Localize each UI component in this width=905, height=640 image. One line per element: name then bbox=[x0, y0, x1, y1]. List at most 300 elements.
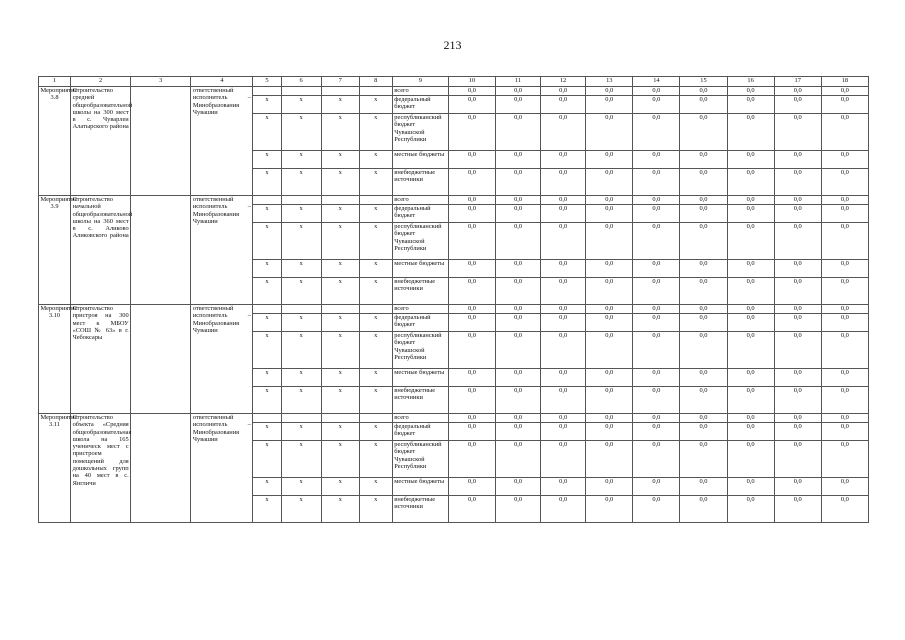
amount-cell: 0,0 bbox=[727, 332, 774, 369]
amount-cell: 0,0 bbox=[633, 369, 680, 387]
amount-cell: 0,0 bbox=[633, 423, 680, 441]
amount-cell: 0,0 bbox=[821, 496, 868, 523]
amount-cell: 0,0 bbox=[633, 169, 680, 196]
funding-source: всего bbox=[392, 305, 448, 314]
amount-cell: 0,0 bbox=[821, 169, 868, 196]
code-cell: х bbox=[281, 205, 321, 223]
code-cell: х bbox=[321, 478, 359, 496]
code-cell: х bbox=[281, 169, 321, 196]
column-number-header: 13 bbox=[586, 77, 633, 87]
code-cell: х bbox=[359, 260, 392, 278]
amount-cell: 0,0 bbox=[774, 151, 821, 169]
amount-cell: 0,0 bbox=[496, 387, 541, 414]
amount-cell: 0,0 bbox=[496, 151, 541, 169]
measure-name: Строительство начальной общеобразовательной школы на 360 мест в с. Аликово Аликовского района bbox=[71, 196, 131, 305]
amount-cell: 0,0 bbox=[774, 423, 821, 441]
code-cell: х bbox=[321, 332, 359, 369]
amount-cell: 0,0 bbox=[680, 169, 727, 196]
table-body bbox=[39, 77, 869, 523]
code-cell: х bbox=[253, 478, 281, 496]
funding-source: республиканский бюджет Чувашской Республики bbox=[392, 332, 448, 369]
amount-cell: 0,0 bbox=[821, 387, 868, 414]
amount-cell: 0,0 bbox=[821, 423, 868, 441]
amount-cell: 0,0 bbox=[496, 223, 541, 260]
amount-cell: 0,0 bbox=[541, 387, 586, 414]
measure-code: Мероприятие 3.9 bbox=[39, 196, 71, 305]
amount-cell: 0,0 bbox=[680, 441, 727, 478]
amount-cell: 0,0 bbox=[541, 441, 586, 478]
code-cell: х bbox=[321, 260, 359, 278]
amount-cell: 0,0 bbox=[586, 414, 633, 423]
amount-cell: 0,0 bbox=[680, 496, 727, 523]
amount-cell: 0,0 bbox=[448, 196, 495, 205]
page-number: 213 bbox=[443, 38, 462, 52]
amount-cell: 0,0 bbox=[774, 314, 821, 332]
code-cell: х bbox=[253, 423, 281, 441]
amount-cell: 0,0 bbox=[586, 423, 633, 441]
amount-cell: 0,0 bbox=[541, 87, 586, 96]
code-cell bbox=[359, 196, 392, 205]
amount-cell: 0,0 bbox=[680, 196, 727, 205]
amount-cell: 0,0 bbox=[496, 260, 541, 278]
measure-executor: ответственный исполнитель – Минобразования Чувашии bbox=[191, 305, 253, 414]
code-cell: х bbox=[281, 96, 321, 114]
participant-cell bbox=[131, 87, 191, 196]
amount-cell: 0,0 bbox=[680, 278, 727, 305]
amount-cell: 0,0 bbox=[821, 151, 868, 169]
column-number-header: 14 bbox=[633, 77, 680, 87]
code-cell: х bbox=[321, 441, 359, 478]
amount-cell: 0,0 bbox=[727, 496, 774, 523]
amount-cell: 0,0 bbox=[680, 205, 727, 223]
code-cell: х bbox=[321, 96, 359, 114]
amount-cell: 0,0 bbox=[727, 196, 774, 205]
column-number-header: 16 bbox=[727, 77, 774, 87]
amount-cell: 0,0 bbox=[448, 278, 495, 305]
amount-cell: 0,0 bbox=[496, 205, 541, 223]
code-cell: х bbox=[321, 423, 359, 441]
amount-cell: 0,0 bbox=[586, 260, 633, 278]
funding-source: республиканский бюджет Чувашской Республики bbox=[392, 223, 448, 260]
amount-cell: 0,0 bbox=[586, 151, 633, 169]
amount-cell: 0,0 bbox=[496, 314, 541, 332]
code-cell: х bbox=[253, 260, 281, 278]
funding-source: республиканский бюджет Чувашской Республики bbox=[392, 441, 448, 478]
amount-cell: 0,0 bbox=[680, 423, 727, 441]
amount-cell: 0,0 bbox=[727, 314, 774, 332]
amount-cell: 0,0 bbox=[448, 387, 495, 414]
amount-cell: 0,0 bbox=[727, 414, 774, 423]
code-cell: х bbox=[359, 496, 392, 523]
amount-cell: 0,0 bbox=[680, 414, 727, 423]
amount-cell: 0,0 bbox=[680, 314, 727, 332]
column-number-header: 10 bbox=[448, 77, 495, 87]
amount-cell: 0,0 bbox=[821, 314, 868, 332]
code-cell: х bbox=[359, 151, 392, 169]
code-cell: х bbox=[281, 332, 321, 369]
amount-cell: 0,0 bbox=[496, 196, 541, 205]
amount-cell: 0,0 bbox=[727, 223, 774, 260]
amount-cell: 0,0 bbox=[727, 114, 774, 151]
code-cell: х bbox=[253, 114, 281, 151]
amount-cell: 0,0 bbox=[821, 96, 868, 114]
code-cell bbox=[321, 414, 359, 423]
column-number-header: 17 bbox=[774, 77, 821, 87]
amount-cell: 0,0 bbox=[586, 305, 633, 314]
amount-cell: 0,0 bbox=[541, 305, 586, 314]
amount-cell: 0,0 bbox=[633, 205, 680, 223]
amount-cell: 0,0 bbox=[680, 223, 727, 260]
amount-cell: 0,0 bbox=[774, 496, 821, 523]
table-row bbox=[39, 414, 869, 423]
amount-cell: 0,0 bbox=[448, 305, 495, 314]
column-number-header: 18 bbox=[821, 77, 868, 87]
amount-cell: 0,0 bbox=[586, 441, 633, 478]
budget-table bbox=[38, 76, 869, 523]
amount-cell: 0,0 bbox=[541, 205, 586, 223]
amount-cell: 0,0 bbox=[774, 332, 821, 369]
amount-cell: 0,0 bbox=[774, 278, 821, 305]
amount-cell: 0,0 bbox=[727, 205, 774, 223]
code-cell bbox=[321, 305, 359, 314]
funding-source: федеральный бюджет bbox=[392, 314, 448, 332]
column-number-header: 11 bbox=[496, 77, 541, 87]
funding-source: всего bbox=[392, 414, 448, 423]
amount-cell: 0,0 bbox=[586, 205, 633, 223]
measure-executor: ответственный исполнитель – Минобразования Чувашии bbox=[191, 87, 253, 196]
column-number-header: 2 bbox=[71, 77, 131, 87]
amount-cell: 0,0 bbox=[633, 496, 680, 523]
amount-cell: 0,0 bbox=[633, 478, 680, 496]
amount-cell: 0,0 bbox=[727, 441, 774, 478]
code-cell: х bbox=[253, 151, 281, 169]
amount-cell: 0,0 bbox=[727, 260, 774, 278]
code-cell: х bbox=[281, 478, 321, 496]
amount-cell: 0,0 bbox=[496, 496, 541, 523]
code-cell: х bbox=[359, 96, 392, 114]
code-cell bbox=[281, 305, 321, 314]
code-cell: х bbox=[321, 223, 359, 260]
amount-cell: 0,0 bbox=[541, 478, 586, 496]
amount-cell: 0,0 bbox=[541, 332, 586, 369]
code-cell: х bbox=[253, 332, 281, 369]
amount-cell: 0,0 bbox=[586, 96, 633, 114]
measure-code: Мероприятие 3.10 bbox=[39, 305, 71, 414]
amount-cell: 0,0 bbox=[633, 223, 680, 260]
participant-cell bbox=[131, 196, 191, 305]
amount-cell: 0,0 bbox=[774, 478, 821, 496]
amount-cell: 0,0 bbox=[586, 369, 633, 387]
amount-cell: 0,0 bbox=[448, 151, 495, 169]
amount-cell: 0,0 bbox=[727, 387, 774, 414]
amount-cell: 0,0 bbox=[541, 151, 586, 169]
amount-cell: 0,0 bbox=[727, 278, 774, 305]
code-cell: х bbox=[253, 496, 281, 523]
funding-source: внебюджетные источники bbox=[392, 387, 448, 414]
amount-cell: 0,0 bbox=[821, 87, 868, 96]
amount-cell: 0,0 bbox=[774, 169, 821, 196]
amount-cell: 0,0 bbox=[496, 114, 541, 151]
code-cell: х bbox=[253, 441, 281, 478]
amount-cell: 0,0 bbox=[586, 169, 633, 196]
code-cell: х bbox=[281, 151, 321, 169]
amount-cell: 0,0 bbox=[774, 196, 821, 205]
funding-source: федеральный бюджет bbox=[392, 423, 448, 441]
amount-cell: 0,0 bbox=[448, 369, 495, 387]
code-cell: х bbox=[321, 314, 359, 332]
amount-cell: 0,0 bbox=[633, 387, 680, 414]
amount-cell: 0,0 bbox=[821, 441, 868, 478]
funding-source: местные бюджеты bbox=[392, 478, 448, 496]
amount-cell: 0,0 bbox=[633, 332, 680, 369]
amount-cell: 0,0 bbox=[633, 278, 680, 305]
code-cell: х bbox=[281, 314, 321, 332]
amount-cell: 0,0 bbox=[448, 114, 495, 151]
code-cell: х bbox=[321, 151, 359, 169]
amount-cell: 0,0 bbox=[821, 414, 868, 423]
amount-cell: 0,0 bbox=[448, 169, 495, 196]
code-cell bbox=[359, 305, 392, 314]
amount-cell: 0,0 bbox=[496, 414, 541, 423]
code-cell: х bbox=[359, 387, 392, 414]
amount-cell: 0,0 bbox=[541, 169, 586, 196]
column-number-header: 4 bbox=[191, 77, 253, 87]
amount-cell: 0,0 bbox=[496, 332, 541, 369]
amount-cell: 0,0 bbox=[586, 478, 633, 496]
table-row bbox=[39, 305, 869, 314]
amount-cell: 0,0 bbox=[727, 87, 774, 96]
code-cell: х bbox=[281, 496, 321, 523]
amount-cell: 0,0 bbox=[586, 332, 633, 369]
funding-source: федеральный бюджет bbox=[392, 96, 448, 114]
amount-cell: 0,0 bbox=[821, 205, 868, 223]
amount-cell: 0,0 bbox=[727, 169, 774, 196]
amount-cell: 0,0 bbox=[774, 387, 821, 414]
funding-source: внебюджетные источники bbox=[392, 169, 448, 196]
amount-cell: 0,0 bbox=[774, 305, 821, 314]
amount-cell: 0,0 bbox=[727, 305, 774, 314]
funding-source: федеральный бюджет bbox=[392, 205, 448, 223]
code-cell: х bbox=[253, 205, 281, 223]
amount-cell: 0,0 bbox=[727, 478, 774, 496]
code-cell: х bbox=[359, 369, 392, 387]
amount-cell: 0,0 bbox=[821, 223, 868, 260]
code-cell bbox=[281, 87, 321, 96]
measure-executor: ответственный исполнитель – Минобразования Чувашии bbox=[191, 196, 253, 305]
code-cell: х bbox=[359, 223, 392, 260]
amount-cell: 0,0 bbox=[633, 305, 680, 314]
amount-cell: 0,0 bbox=[448, 260, 495, 278]
amount-cell: 0,0 bbox=[821, 478, 868, 496]
funding-source: внебюджетные источники bbox=[392, 278, 448, 305]
amount-cell: 0,0 bbox=[448, 441, 495, 478]
funding-source: местные бюджеты bbox=[392, 260, 448, 278]
code-cell bbox=[321, 87, 359, 96]
amount-cell: 0,0 bbox=[496, 369, 541, 387]
amount-cell: 0,0 bbox=[586, 87, 633, 96]
code-cell: х bbox=[281, 423, 321, 441]
amount-cell: 0,0 bbox=[448, 314, 495, 332]
amount-cell: 0,0 bbox=[727, 423, 774, 441]
amount-cell: 0,0 bbox=[448, 478, 495, 496]
code-cell: х bbox=[281, 260, 321, 278]
amount-cell: 0,0 bbox=[774, 223, 821, 260]
amount-cell: 0,0 bbox=[821, 260, 868, 278]
code-cell bbox=[359, 414, 392, 423]
funding-source: всего bbox=[392, 196, 448, 205]
code-cell: х bbox=[359, 114, 392, 151]
amount-cell: 0,0 bbox=[448, 87, 495, 96]
column-number-row bbox=[39, 77, 869, 87]
amount-cell: 0,0 bbox=[541, 314, 586, 332]
code-cell: х bbox=[321, 114, 359, 151]
code-cell: х bbox=[359, 332, 392, 369]
amount-cell: 0,0 bbox=[680, 478, 727, 496]
amount-cell: 0,0 bbox=[633, 87, 680, 96]
code-cell: х bbox=[281, 369, 321, 387]
funding-source: внебюджетные источники bbox=[392, 496, 448, 523]
amount-cell: 0,0 bbox=[496, 278, 541, 305]
amount-cell: 0,0 bbox=[680, 151, 727, 169]
amount-cell: 0,0 bbox=[541, 496, 586, 523]
code-cell bbox=[253, 196, 281, 205]
amount-cell: 0,0 bbox=[821, 305, 868, 314]
amount-cell: 0,0 bbox=[727, 151, 774, 169]
amount-cell: 0,0 bbox=[680, 387, 727, 414]
code-cell bbox=[359, 87, 392, 96]
amount-cell: 0,0 bbox=[586, 387, 633, 414]
code-cell: х bbox=[321, 278, 359, 305]
column-number-header: 8 bbox=[359, 77, 392, 87]
column-number-header: 3 bbox=[131, 77, 191, 87]
measure-code: Мероприятие 3.8 bbox=[39, 87, 71, 196]
amount-cell: 0,0 bbox=[633, 114, 680, 151]
column-number-header: 9 bbox=[392, 77, 448, 87]
amount-cell: 0,0 bbox=[586, 496, 633, 523]
code-cell: х bbox=[281, 114, 321, 151]
amount-cell: 0,0 bbox=[821, 196, 868, 205]
column-number-header: 5 bbox=[253, 77, 281, 87]
code-cell: х bbox=[321, 369, 359, 387]
amount-cell: 0,0 bbox=[448, 423, 495, 441]
amount-cell: 0,0 bbox=[727, 369, 774, 387]
code-cell: х bbox=[281, 441, 321, 478]
measure-name: Строительство средней общеобразовательной школы на 300 мест в с. Чуварлеи Алатырского района bbox=[71, 87, 131, 196]
amount-cell: 0,0 bbox=[821, 332, 868, 369]
code-cell: х bbox=[253, 223, 281, 260]
code-cell bbox=[321, 196, 359, 205]
amount-cell: 0,0 bbox=[496, 169, 541, 196]
amount-cell: 0,0 bbox=[633, 151, 680, 169]
amount-cell: 0,0 bbox=[680, 332, 727, 369]
amount-cell: 0,0 bbox=[727, 96, 774, 114]
code-cell: х bbox=[359, 478, 392, 496]
amount-cell: 0,0 bbox=[541, 414, 586, 423]
measure-executor: ответственный исполнитель – Минобразования Чувашии bbox=[191, 414, 253, 523]
code-cell: х bbox=[253, 314, 281, 332]
column-number-header: 1 bbox=[39, 77, 71, 87]
amount-cell: 0,0 bbox=[448, 96, 495, 114]
amount-cell: 0,0 bbox=[448, 414, 495, 423]
funding-source: местные бюджеты bbox=[392, 369, 448, 387]
amount-cell: 0,0 bbox=[821, 369, 868, 387]
code-cell: х bbox=[321, 496, 359, 523]
code-cell: х bbox=[281, 387, 321, 414]
participant-cell bbox=[131, 414, 191, 523]
amount-cell: 0,0 bbox=[448, 223, 495, 260]
amount-cell: 0,0 bbox=[774, 260, 821, 278]
code-cell bbox=[253, 305, 281, 314]
amount-cell: 0,0 bbox=[448, 496, 495, 523]
amount-cell: 0,0 bbox=[774, 441, 821, 478]
amount-cell: 0,0 bbox=[774, 87, 821, 96]
code-cell: х bbox=[321, 387, 359, 414]
code-cell: х bbox=[253, 169, 281, 196]
amount-cell: 0,0 bbox=[541, 114, 586, 151]
amount-cell: 0,0 bbox=[633, 441, 680, 478]
amount-cell: 0,0 bbox=[774, 205, 821, 223]
code-cell bbox=[253, 414, 281, 423]
code-cell: х bbox=[281, 278, 321, 305]
amount-cell: 0,0 bbox=[680, 96, 727, 114]
amount-cell: 0,0 bbox=[774, 414, 821, 423]
amount-cell: 0,0 bbox=[633, 96, 680, 114]
code-cell: х bbox=[359, 278, 392, 305]
amount-cell: 0,0 bbox=[586, 114, 633, 151]
amount-cell: 0,0 bbox=[680, 260, 727, 278]
amount-cell: 0,0 bbox=[774, 369, 821, 387]
amount-cell: 0,0 bbox=[541, 423, 586, 441]
amount-cell: 0,0 bbox=[448, 205, 495, 223]
amount-cell: 0,0 bbox=[586, 314, 633, 332]
amount-cell: 0,0 bbox=[448, 332, 495, 369]
amount-cell: 0,0 bbox=[496, 423, 541, 441]
amount-cell: 0,0 bbox=[541, 196, 586, 205]
amount-cell: 0,0 bbox=[496, 478, 541, 496]
column-number-header: 7 bbox=[321, 77, 359, 87]
participant-cell bbox=[131, 305, 191, 414]
amount-cell: 0,0 bbox=[633, 196, 680, 205]
amount-cell: 0,0 bbox=[496, 441, 541, 478]
column-number-header: 6 bbox=[281, 77, 321, 87]
amount-cell: 0,0 bbox=[680, 305, 727, 314]
measure-code: Мероприятие 3.11 bbox=[39, 414, 71, 523]
amount-cell: 0,0 bbox=[496, 305, 541, 314]
funding-source: местные бюджеты bbox=[392, 151, 448, 169]
amount-cell: 0,0 bbox=[586, 223, 633, 260]
amount-cell: 0,0 bbox=[541, 223, 586, 260]
amount-cell: 0,0 bbox=[541, 278, 586, 305]
code-cell bbox=[281, 414, 321, 423]
code-cell bbox=[253, 87, 281, 96]
code-cell: х bbox=[359, 441, 392, 478]
code-cell: х bbox=[321, 169, 359, 196]
amount-cell: 0,0 bbox=[586, 278, 633, 305]
amount-cell: 0,0 bbox=[586, 196, 633, 205]
amount-cell: 0,0 bbox=[680, 87, 727, 96]
code-cell: х bbox=[253, 96, 281, 114]
code-cell: х bbox=[253, 387, 281, 414]
amount-cell: 0,0 bbox=[774, 114, 821, 151]
funding-source: всего bbox=[392, 87, 448, 96]
amount-cell: 0,0 bbox=[541, 260, 586, 278]
code-cell: х bbox=[281, 223, 321, 260]
code-cell: х bbox=[321, 205, 359, 223]
column-number-header: 12 bbox=[541, 77, 586, 87]
amount-cell: 0,0 bbox=[496, 87, 541, 96]
code-cell: х bbox=[359, 423, 392, 441]
measure-name: Строительство пристроя на 300 мест к МБОУ «СОШ № 63» в г. Чебоксары bbox=[71, 305, 131, 414]
